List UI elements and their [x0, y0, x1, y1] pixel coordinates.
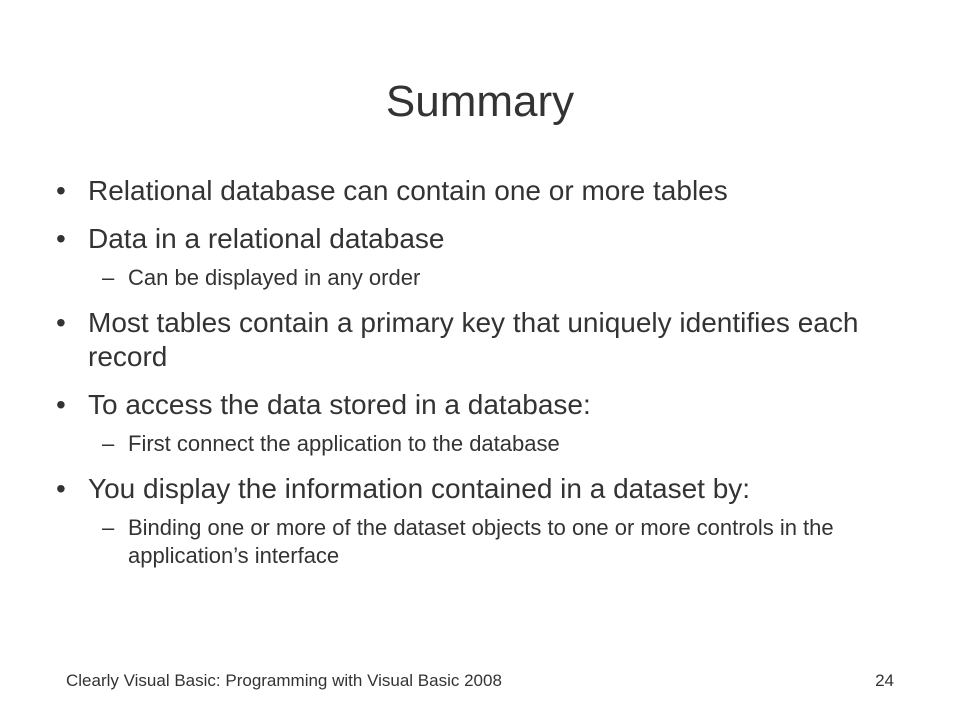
bullet-list [56, 174, 926, 570]
bullet-item [56, 306, 926, 374]
dash-marker: – [102, 431, 115, 456]
bullet-item [56, 472, 926, 506]
bullet-text: Relational database can contain one or more tables [88, 175, 728, 206]
bullet-marker: • [56, 307, 66, 338]
page-number: 24 [875, 671, 894, 690]
sub-bullet-text: Can be displayed in any order [128, 265, 421, 290]
slide-title: Summary [385, 77, 575, 126]
dash-marker: – [102, 515, 115, 540]
sub-bullet-item [56, 514, 926, 570]
dash-marker: – [102, 265, 115, 290]
bullet-text: You display the information contained in a dataset by: [88, 473, 751, 504]
bullet-item [56, 222, 926, 256]
bullet-text: Most tables contain a primary key that uniquely identifies each record [88, 307, 859, 372]
bullet-marker: • [56, 473, 66, 504]
sub-bullet-item [56, 264, 926, 292]
bullet-text: Data in a relational database [88, 223, 445, 254]
bullet-item [56, 174, 926, 208]
sub-bullet-text: Binding one or more of the dataset objects to one or more controls in the application’s interface [128, 515, 834, 568]
sub-bullet-text: First connect the application to the database [128, 431, 560, 456]
sub-bullet-item [56, 430, 926, 458]
bullet-marker: • [56, 389, 66, 420]
bullet-item [56, 388, 926, 422]
bullet-marker: • [56, 175, 66, 206]
bullet-marker: • [56, 223, 66, 254]
footer-course-title: Clearly Visual Basic: Programming with Visual Basic 2008 [66, 671, 502, 690]
bullet-text: To access the data stored in a database: [88, 389, 591, 420]
